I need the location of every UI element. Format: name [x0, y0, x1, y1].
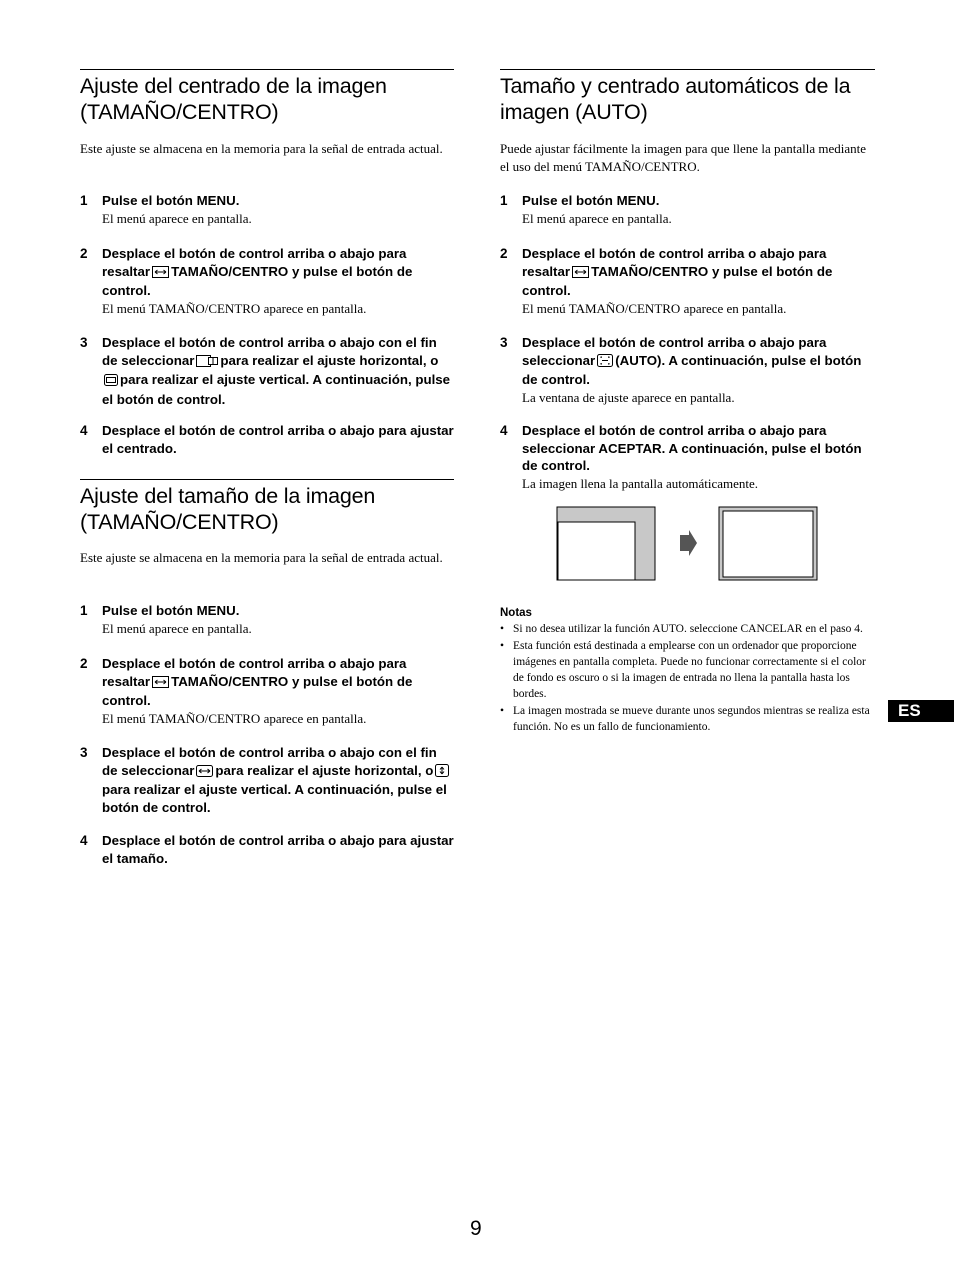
step-4: [80, 422, 454, 457]
page-number: 9: [470, 1217, 482, 1240]
step-number: 1: [80, 193, 88, 208]
section-intro: Puede ajustar fácilmente la imagen para que llene la pantalla mediante el uso del menú TAMAÑO/CENTRO.: [500, 141, 866, 174]
step-number: 3: [80, 745, 88, 760]
screen-before: [557, 507, 655, 580]
step-text-a: Desplace el botón de control arriba o abajo para resaltar: [522, 246, 827, 279]
step-3: [80, 334, 454, 409]
horizontal-center-icon: [196, 354, 218, 372]
step-1: [80, 192, 454, 228]
note-text: Si no desea utilizar la función AUTO. seleccione CANCELAR en el paso 4.: [513, 623, 863, 635]
section-auto: [500, 69, 875, 492]
step-result: El menú TAMAÑO/CENTRO aparece en pantalla.: [102, 711, 367, 727]
step-number: 2: [80, 656, 88, 671]
step-text-b: TAMAÑO/CENTRO y pulse el botón de control.: [102, 263, 413, 299]
auto-icon: [597, 354, 613, 372]
step-number: 4: [500, 423, 508, 438]
note-text: La imagen mostrada se mueve durante unos segundos mientras se realiza esta función. No es un fallo de funcionamiento.: [513, 705, 870, 733]
note-item: [500, 703, 875, 735]
language-tab: ES: [888, 700, 954, 722]
section-intro: Este ajuste se almacena en la memoria para la señal de entrada actual.: [80, 550, 443, 565]
step-1: [80, 602, 454, 638]
step-text-b: para realizar el ajuste horizontal, o: [215, 762, 434, 778]
note-text: Esta función está destinada a emplearse con un ordenador que proporcione imágenes en pantalla completa. Puede no funcionar correctamente si el color de fondo es oscuro o si la imagen de entrada no llena la pantalla hasta los bordes.: [513, 640, 866, 700]
notes-title: Notas: [500, 607, 532, 619]
step-number: 3: [80, 335, 88, 350]
step-instruction: Desplace el botón de control arriba o abajo para ajustar el centrado.: [102, 423, 454, 456]
arrow-right-icon: [680, 530, 697, 556]
vertical-center-icon: [104, 373, 118, 391]
step-instruction: [522, 334, 875, 389]
notes: [500, 605, 875, 736]
note-item: [500, 621, 875, 637]
note-item: [500, 638, 875, 702]
step-text-c: para realizar el ajuste vertical. A continuación, pulse el botón de control.: [102, 782, 447, 816]
horizontal-size-icon: [196, 764, 213, 782]
step-text-b: para realizar el ajuste horizontal, o: [220, 352, 439, 368]
section-title: Ajuste del tamaño de la imagen (TAMAÑO/CENTRO): [80, 484, 376, 534]
step-result: El menú TAMAÑO/CENTRO aparece en pantalla.: [522, 301, 787, 317]
step-result: El menú aparece en pantalla.: [522, 210, 672, 226]
step-result: El menú TAMAÑO/CENTRO aparece en pantalla.: [102, 301, 367, 317]
step-number: 3: [500, 335, 508, 350]
step-instruction: [102, 744, 454, 817]
step-text-a: Desplace el botón de control arriba o abajo con el fin de seleccionar: [102, 745, 437, 778]
size-center-icon: [572, 265, 589, 283]
step-text-c: para realizar el ajuste vertical. A continuación, pulse el botón de control.: [102, 372, 451, 408]
step-3: [500, 334, 875, 407]
step-number: 2: [500, 246, 508, 261]
section-centrado: [80, 69, 454, 456]
bullet: •: [500, 623, 505, 635]
size-center-icon: [152, 675, 169, 693]
step-text-b: TAMAÑO/CENTRO y pulse el botón de control.: [522, 263, 833, 299]
step-4: [80, 832, 454, 867]
step-2: [80, 655, 454, 728]
step-result: El menú aparece en pantalla.: [102, 620, 252, 636]
step-number: 2: [80, 246, 88, 261]
step-number: 1: [500, 193, 508, 208]
step-instruction: Desplace el botón de control arriba o abajo para seleccionar ACEPTAR. A continuación, pulse el botón de control.: [522, 423, 862, 474]
section-tamano: [80, 479, 454, 866]
section-title: Ajuste del centrado de la imagen (TAMAÑO/CENTRO): [80, 74, 387, 124]
step-text-a: Desplace el botón de control arriba o abajo para seleccionar: [522, 335, 827, 368]
vertical-size-icon: [435, 764, 449, 782]
step-instruction: Pulse el botón MENU.: [522, 193, 660, 208]
step-text-a: Desplace el botón de control arriba o abajo para resaltar: [102, 246, 407, 279]
illustration-svg: [556, 506, 818, 582]
step-number: 1: [80, 603, 88, 618]
step-result: El menú aparece en pantalla.: [102, 210, 252, 226]
bullet: •: [500, 705, 505, 717]
step-2: [500, 245, 875, 318]
auto-adjust-illustration: [556, 506, 818, 582]
step-result: La ventana de ajuste aparece en pantalla.: [522, 390, 735, 406]
step-instruction: [102, 334, 454, 409]
step-3: [80, 744, 454, 817]
step-text-a: Desplace el botón de control arriba o abajo con el fin de seleccionar: [102, 335, 437, 368]
section-intro: Este ajuste se almacena en la memoria para la señal de entrada actual.: [80, 141, 443, 156]
step-number: 4: [80, 833, 88, 848]
step-text-b: TAMAÑO/CENTRO y pulse el botón de control.: [102, 673, 413, 709]
step-instruction: [102, 245, 454, 300]
step-text-b: (AUTO). A continuación, pulse el botón de control.: [522, 352, 862, 388]
step-instruction: Pulse el botón MENU.: [102, 193, 240, 208]
step-number: 4: [80, 423, 88, 438]
step-instruction: [522, 245, 875, 300]
step-4: [500, 422, 875, 493]
step-instruction: Desplace el botón de control arriba o abajo para ajustar el tamaño.: [102, 833, 454, 866]
section-title: Tamaño y centrado automáticos de la imagen (AUTO): [500, 74, 851, 124]
step-result: La imagen llena la pantalla automáticamente.: [522, 476, 759, 492]
step-1: [500, 192, 875, 228]
step-2: [80, 245, 454, 318]
size-center-icon: [152, 265, 169, 283]
screen-after: [719, 507, 817, 580]
step-text-a: Desplace el botón de control arriba o abajo para resaltar: [102, 656, 407, 689]
step-instruction: Pulse el botón MENU.: [102, 603, 240, 618]
step-instruction: [102, 655, 454, 710]
bullet: •: [500, 640, 505, 652]
